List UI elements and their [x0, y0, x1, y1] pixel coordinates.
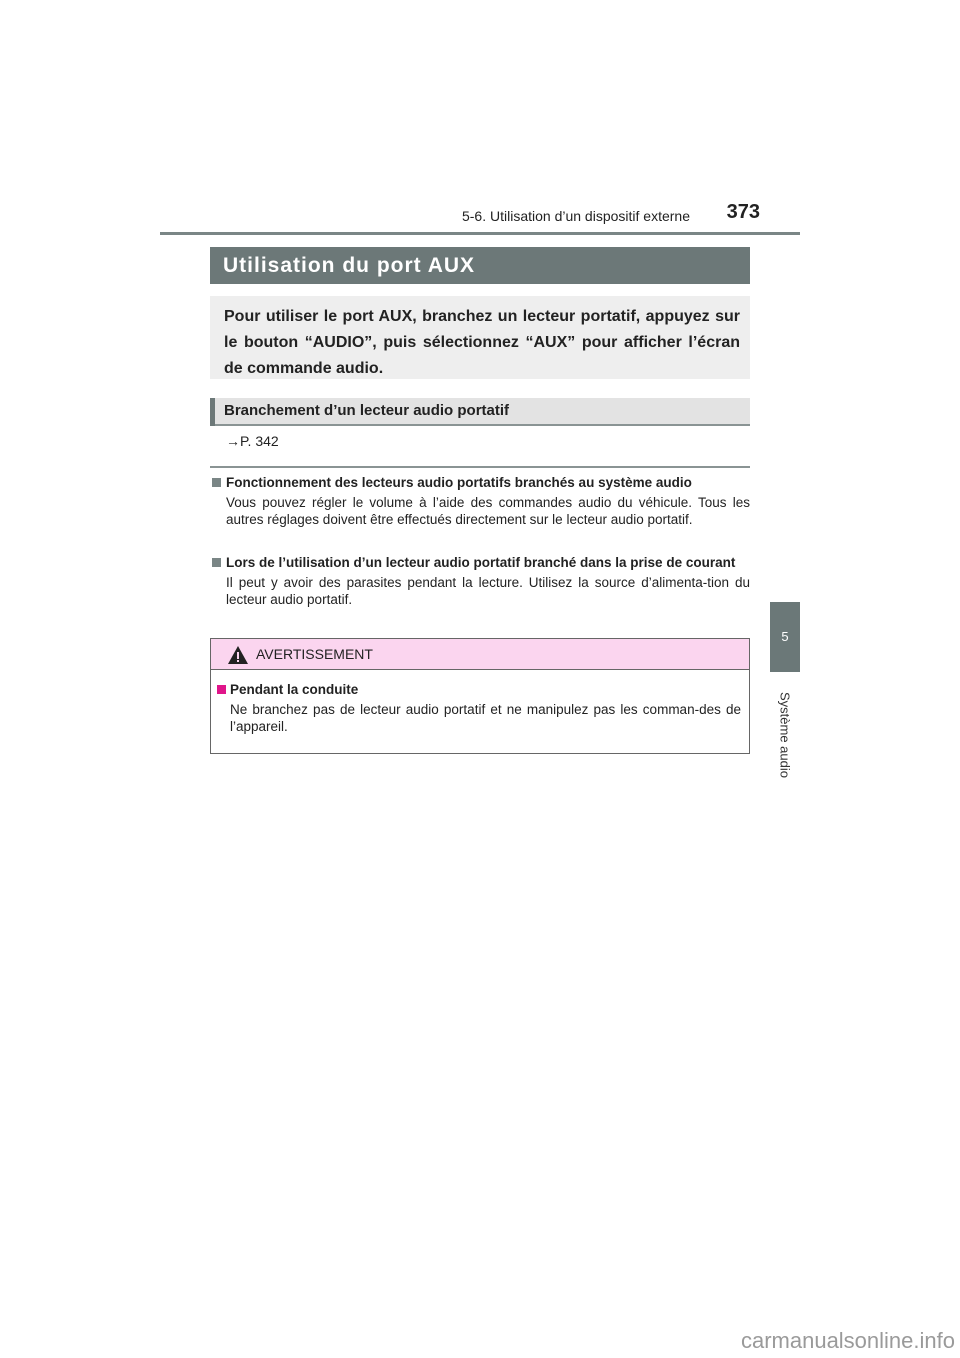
- page-reference-link[interactable]: →P. 342: [226, 433, 279, 449]
- warning-triangle-icon: [227, 645, 249, 665]
- subsection-title: Branchement d’un lecteur audio portatif: [224, 402, 510, 419]
- watermark: carmanualsonline.info: [740, 1328, 955, 1353]
- warning-item: [217, 681, 741, 735]
- note-bullet-icon: [212, 558, 221, 567]
- note-item: [210, 474, 750, 528]
- note-heading: Lors de l’utilisation d’un lecteur audio portatif branché dans la prise de courant: [226, 555, 736, 570]
- warning-bullet-icon: [217, 685, 226, 694]
- warning-title: AVERTISSEMENT: [256, 646, 373, 662]
- chapter-label: [770, 680, 800, 790]
- intro-text: Pour utiliser le port AUX, branchez un lecteur portatif, appuyez sur le bouton “AUDIO”, puis sélectionnez “AUX” pour afficher l’écran de commande audio.: [210, 296, 750, 379]
- subsection-header: [210, 398, 750, 426]
- chapter-tab: 5: [770, 602, 800, 672]
- warning-item-heading: Pendant la conduite: [230, 682, 359, 697]
- header-divider: [160, 232, 800, 235]
- notes-divider: [210, 466, 750, 468]
- note-body: Vous pouvez régler le volume à l’aide des commandes audio du véhicule. Tous les autres réglages doivent être effectués directement sur le lecteur audio portatif.: [226, 495, 750, 527]
- title-bar: [210, 247, 750, 284]
- section-header: 5-6. Utilisation d’un dispositif externe: [461, 208, 690, 224]
- warning-box: [210, 638, 750, 754]
- chapter-label-text: Système audio: [777, 692, 793, 778]
- note-heading: Fonctionnement des lecteurs audio portatifs branchés au système audio: [226, 475, 692, 490]
- note-body: Il peut y avoir des parasites pendant la lecture. Utilisez la source d’alimenta-tion du lecteur audio portatif.: [226, 575, 750, 607]
- page-number: 373: [726, 201, 760, 223]
- page-title: Utilisation du port AUX: [223, 254, 476, 277]
- warning-header: [211, 639, 749, 670]
- subsection-accent: [210, 398, 215, 426]
- note-item: [210, 554, 750, 608]
- note-bullet-icon: [212, 478, 221, 487]
- warning-item-body: Ne branchez pas de lecteur audio portatif et ne manipulez pas les comman-des de l’appareil.: [230, 702, 741, 734]
